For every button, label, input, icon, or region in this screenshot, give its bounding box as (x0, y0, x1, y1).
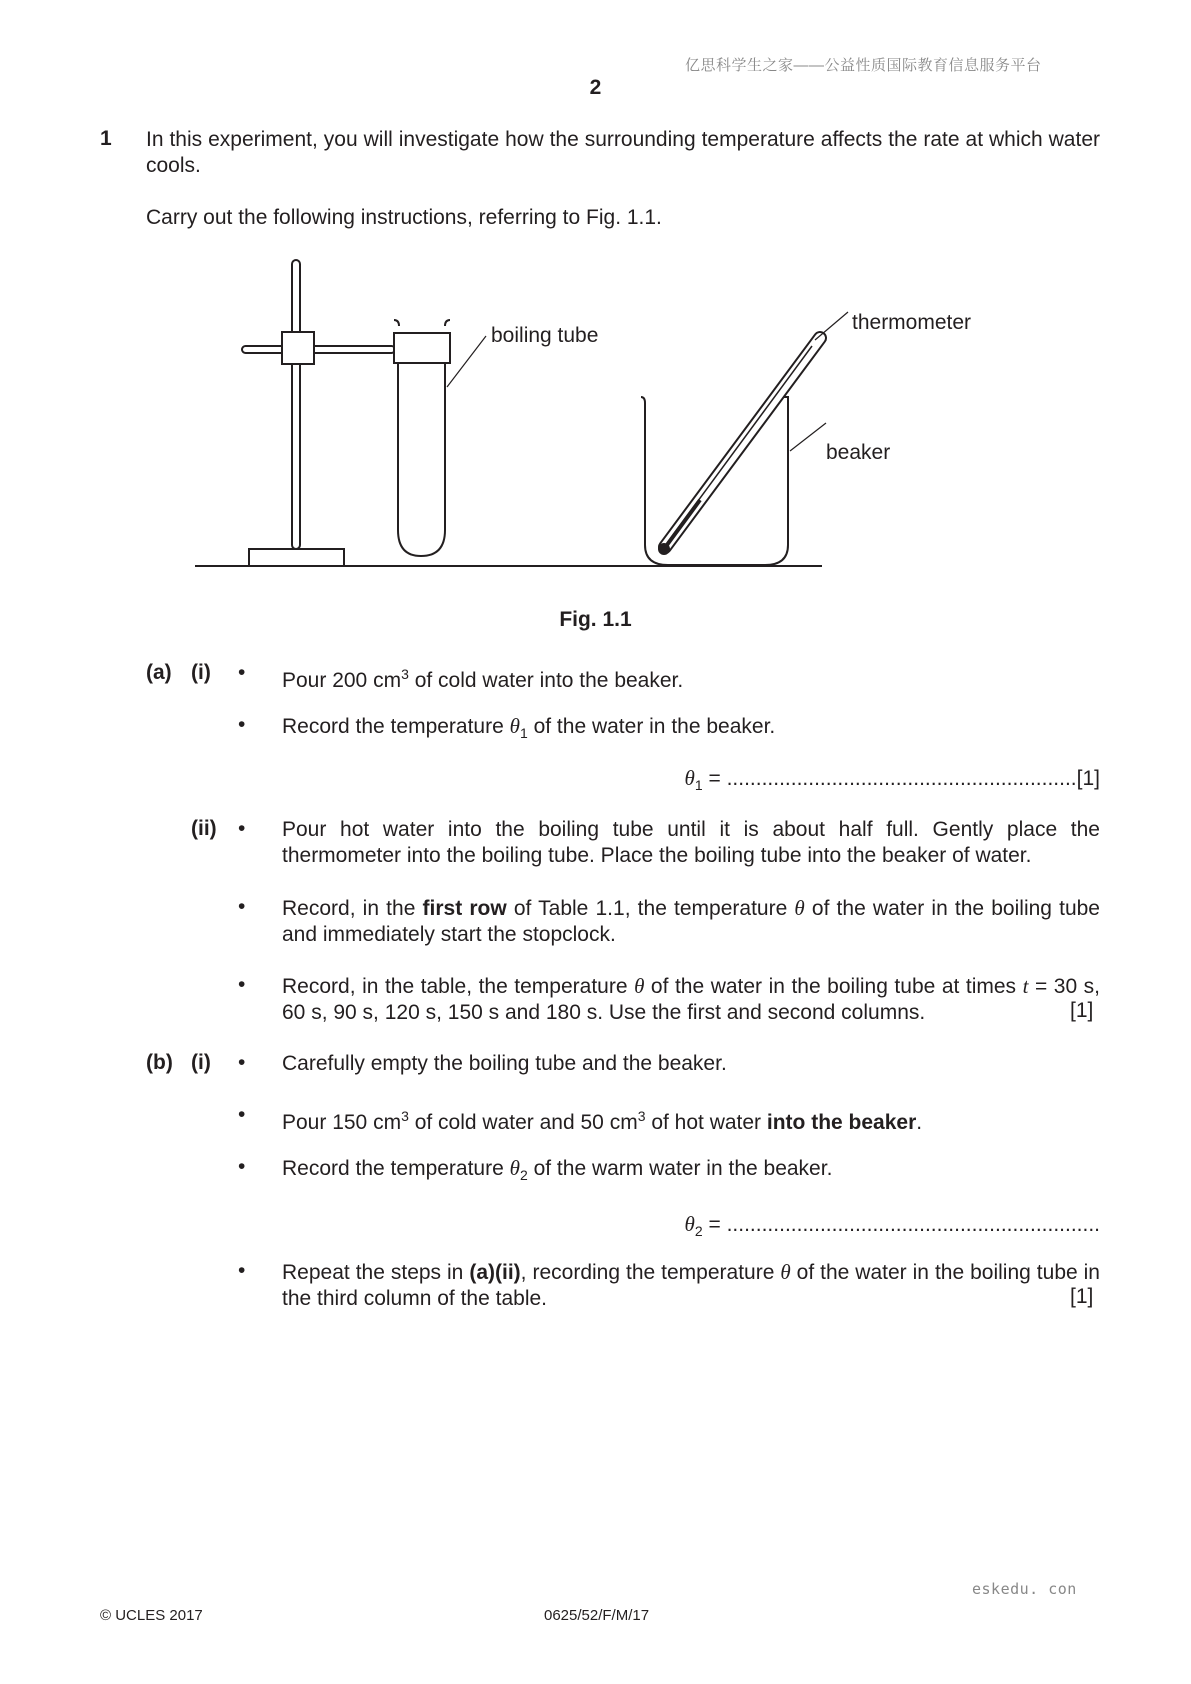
label-boiling-tube: boiling tube (491, 324, 599, 347)
bullet: • (238, 1259, 246, 1282)
bullet: • (238, 661, 246, 684)
clamp-jaw-right (445, 320, 450, 326)
a-i-bullet-1: Pour 200 $cm^3$ of cold water into the beaker. (282, 666, 684, 692)
footer-code: 0625/52/F/M/17 (544, 1607, 650, 1624)
beaker-pointer (790, 423, 826, 451)
marks: [1] (1076, 767, 1100, 790)
bullet: • (238, 713, 246, 736)
part-a-ii-label: (ii) (191, 817, 217, 840)
apparatus-figure (0, 240, 1191, 580)
thermometer-pointer (815, 312, 848, 340)
marks: [1] (1070, 999, 1094, 1022)
clamp-jaws (394, 333, 450, 363)
a-i-bullet-2: Record the temperature $\theta_1$ of the water in the beaker. (282, 714, 776, 742)
question-instruction: Carry out the following instructions, referring to Fig. 1.1. (146, 206, 662, 229)
answer-theta-2[interactable]: $\theta_2$ = ................................................................ (684, 1212, 1100, 1240)
marks: [1] (1070, 1285, 1094, 1308)
a-ii-bullet-3: Record, in the table, the temperature θ of the water in the boiling tube at times t = 30 s, 60 s, 90 s, 120 s, 150 s and 180 s. Use the first and second columns. (282, 974, 1100, 1024)
figure-caption: Fig. 1.1 (559, 608, 632, 631)
boiling-tube-pointer (447, 336, 486, 387)
page-number: 2 (589, 76, 602, 99)
b-i-bullet-3: Record the temperature $\theta_2$ of the warm water in the beaker. (282, 1156, 833, 1184)
watermark-bottom: eskedu. con (972, 1580, 1077, 1598)
part-b-label: (b) (146, 1051, 173, 1074)
clamp-boss (282, 332, 314, 364)
bullet: • (238, 895, 246, 918)
answer-theta-1[interactable]: $\theta_1 = ............................................................[1]$ (684, 766, 1100, 794)
question-intro: In this experiment, you will investigate how the surrounding temperature affects the rate at which water cools. (146, 128, 1100, 177)
bullet: • (238, 973, 246, 996)
bullet: • (238, 817, 246, 840)
watermark-top: 亿思科学生之家——公益性质国际教育信息服务平台 (685, 57, 1042, 74)
a-ii-bullet-2: Record, in the first row of Table 1.1, the temperature θ of the water in the boiling tube and immediately start the stopclock. (282, 896, 1100, 946)
question-number: 1 (100, 127, 112, 150)
b-i-bullet-1: Carefully empty the boiling tube and the beaker. (282, 1052, 727, 1075)
stand-rod (292, 260, 300, 549)
b-i-bullet-2: Pour 150 $cm^3$ of cold water and 50 $cm^3$ of hot water into the beaker. (282, 1108, 923, 1134)
label-beaker: beaker (826, 441, 891, 464)
part-a-label: (a) (146, 661, 172, 684)
bullet: • (238, 1051, 246, 1074)
clamp-jaw-left (394, 320, 399, 326)
a-ii-bullet-1: Pour hot water into the boiling tube until it is about half full. Gently place the thermometer into the boiling tube. Place the boiling tube into the beaker of water. (282, 818, 1100, 867)
footer-copyright: © UCLES 2017 (100, 1607, 203, 1624)
label-thermometer: thermometer (852, 311, 972, 334)
stand-base (249, 549, 344, 566)
part-a-i-label: (i) (191, 661, 211, 684)
bullet: • (238, 1103, 246, 1126)
part-b-i-label: (i) (191, 1051, 211, 1074)
bullet: • (238, 1155, 246, 1178)
clamp-arm (242, 346, 395, 353)
boiling-tube (398, 353, 445, 556)
b-i-bullet-4: Repeat the steps in (a)(ii), recording the temperature θ of the water in the boiling tube in the third column of the table. (282, 1260, 1100, 1310)
